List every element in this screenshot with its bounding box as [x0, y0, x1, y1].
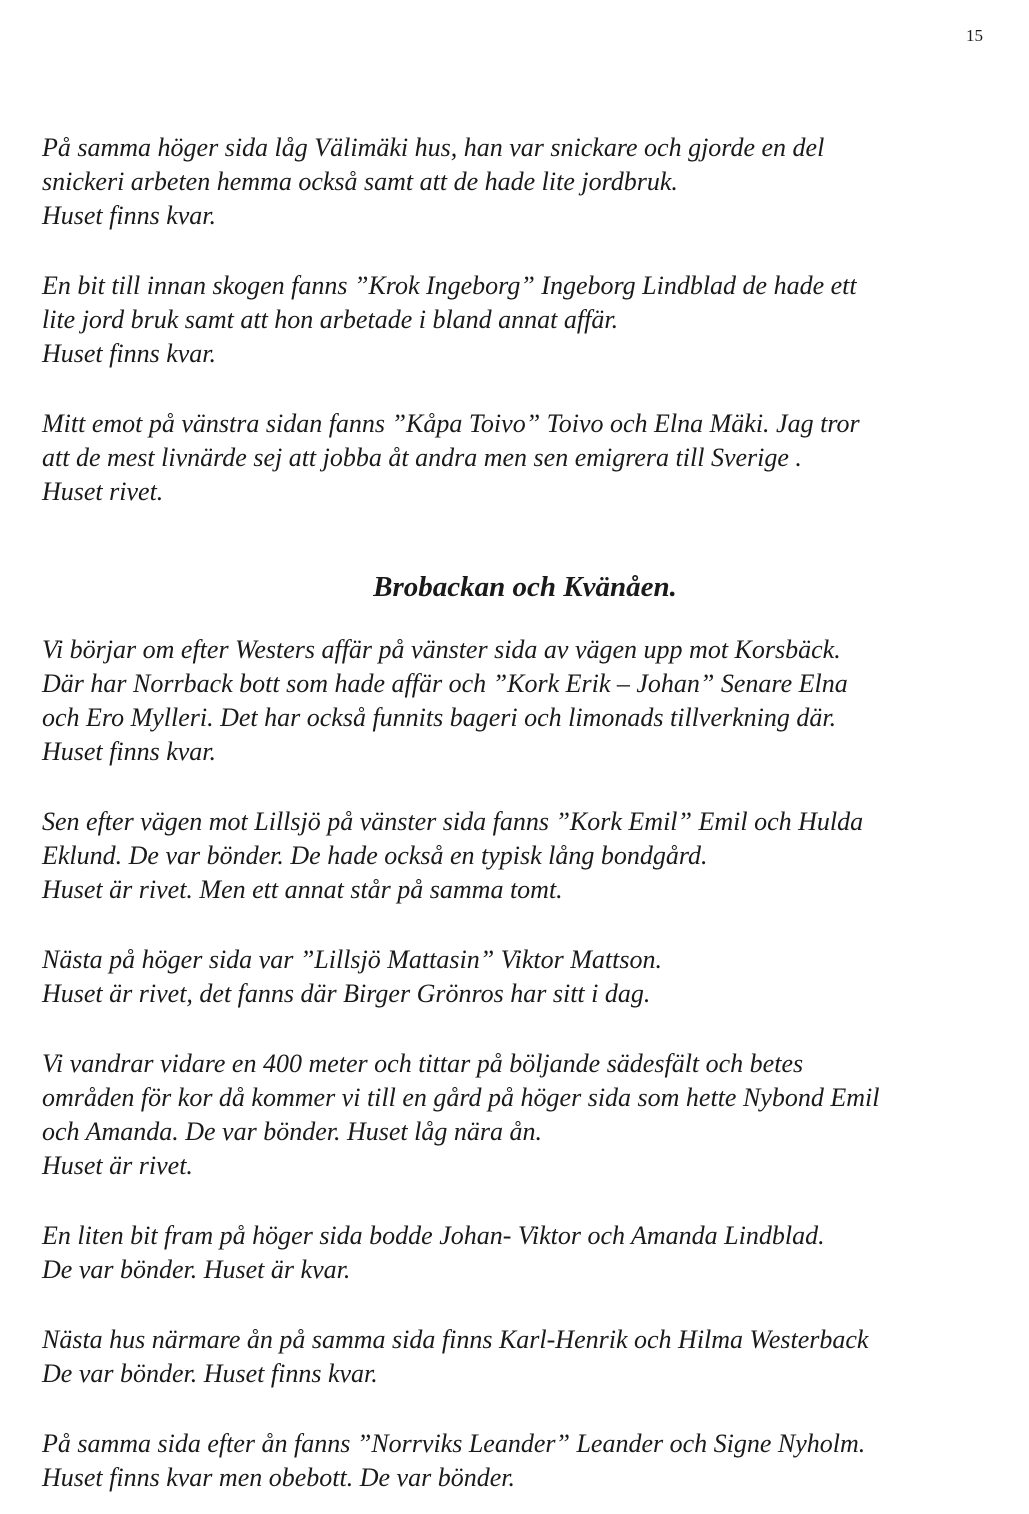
text-line: Nästa på höger sida var ”Lillsjö Mattasin” Viktor Mattson. — [42, 945, 662, 974]
text-line: En liten bit fram på höger sida bodde Johan- Viktor och Amanda Lindblad. — [42, 1221, 825, 1250]
text-line: Vi börjar om efter Westers affär på vänster sida av vägen upp mot Korsbäck. — [42, 635, 841, 664]
text-line: Huset finns kvar. — [42, 737, 217, 766]
paragraph — [42, 407, 992, 509]
text-line: De var bönder. Huset finns kvar. — [42, 1359, 378, 1388]
text-line: och Ero Mylleri. Det har också funnits bageri och limonads tillverkning där. — [42, 703, 837, 732]
paragraph — [42, 1427, 992, 1495]
text-line: Där har Norrback bott som hade affär och ”Kork Erik – Johan” Senare Elna — [42, 669, 848, 698]
text-line: Mitt emot på vänstra sidan fanns ”Kåpa Toivo” Toivo och Elna Mäki. Jag tror — [42, 409, 860, 438]
page-content — [42, 131, 992, 1495]
paragraph — [42, 269, 992, 371]
text-line: och Amanda. De var bönder. Huset låg nära ån. — [42, 1117, 542, 1146]
text-line: att de mest livnärde sej att jobba åt andra men sen emigrera till Sverige . — [42, 443, 802, 472]
text-line: Eklund. De var bönder. De hade också en typisk lång bondgård. — [42, 841, 708, 870]
paragraph — [42, 943, 992, 1011]
page-number: 15 — [966, 26, 983, 45]
paragraph — [42, 805, 992, 907]
text-line: Nästa hus närmare ån på samma sida finns Karl-Henrik och Hilma Westerback — [42, 1325, 869, 1354]
text-line: De var bönder. Huset är kvar. — [42, 1255, 351, 1284]
paragraph — [42, 1323, 992, 1391]
text-line: Vi vandrar vidare en 400 meter och tittar på böljande sädesfält och betes — [42, 1049, 804, 1078]
text-line: Huset är rivet, det fanns där Birger Grönros har sitt i dag. — [42, 979, 651, 1008]
text-line: Huset finns kvar men obebott. De var bönder. — [42, 1463, 515, 1492]
text-line: Huset är rivet. Men ett annat står på samma tomt. — [42, 875, 563, 904]
paragraph — [42, 131, 992, 233]
text-line: Huset finns kvar. — [42, 201, 217, 230]
text-line: På samma höger sida låg Välimäki hus, han var snickare och gjorde en del — [42, 133, 825, 162]
text-line: Huset finns kvar. — [42, 339, 217, 368]
text-line: lite jord bruk samt att hon arbetade i bland annat affär. — [42, 305, 619, 334]
text-line: Huset är rivet. — [42, 1151, 193, 1180]
text-line: På samma sida efter ån fanns ”Norrviks Leander” Leander och Signe Nyholm. — [42, 1429, 866, 1458]
paragraph — [42, 1047, 992, 1183]
text-line: Sen efter vägen mot Lillsjö på vänster sida fanns ”Kork Emil” Emil och Hulda — [42, 807, 864, 836]
text-line: Huset rivet. — [42, 477, 164, 506]
paragraph — [42, 633, 992, 769]
text-line: snickeri arbeten hemma också samt att de hade lite jordbruk. — [42, 167, 678, 196]
text-line: områden för kor då kommer vi till en gård på höger sida som hette Nybond Emil — [42, 1083, 880, 1112]
section-heading: Brobackan och Kvänåen. — [373, 571, 677, 603]
paragraph — [42, 1219, 992, 1287]
text-line: En bit till innan skogen fanns ”Krok Ingeborg” Ingeborg Lindblad de hade ett — [42, 271, 857, 300]
